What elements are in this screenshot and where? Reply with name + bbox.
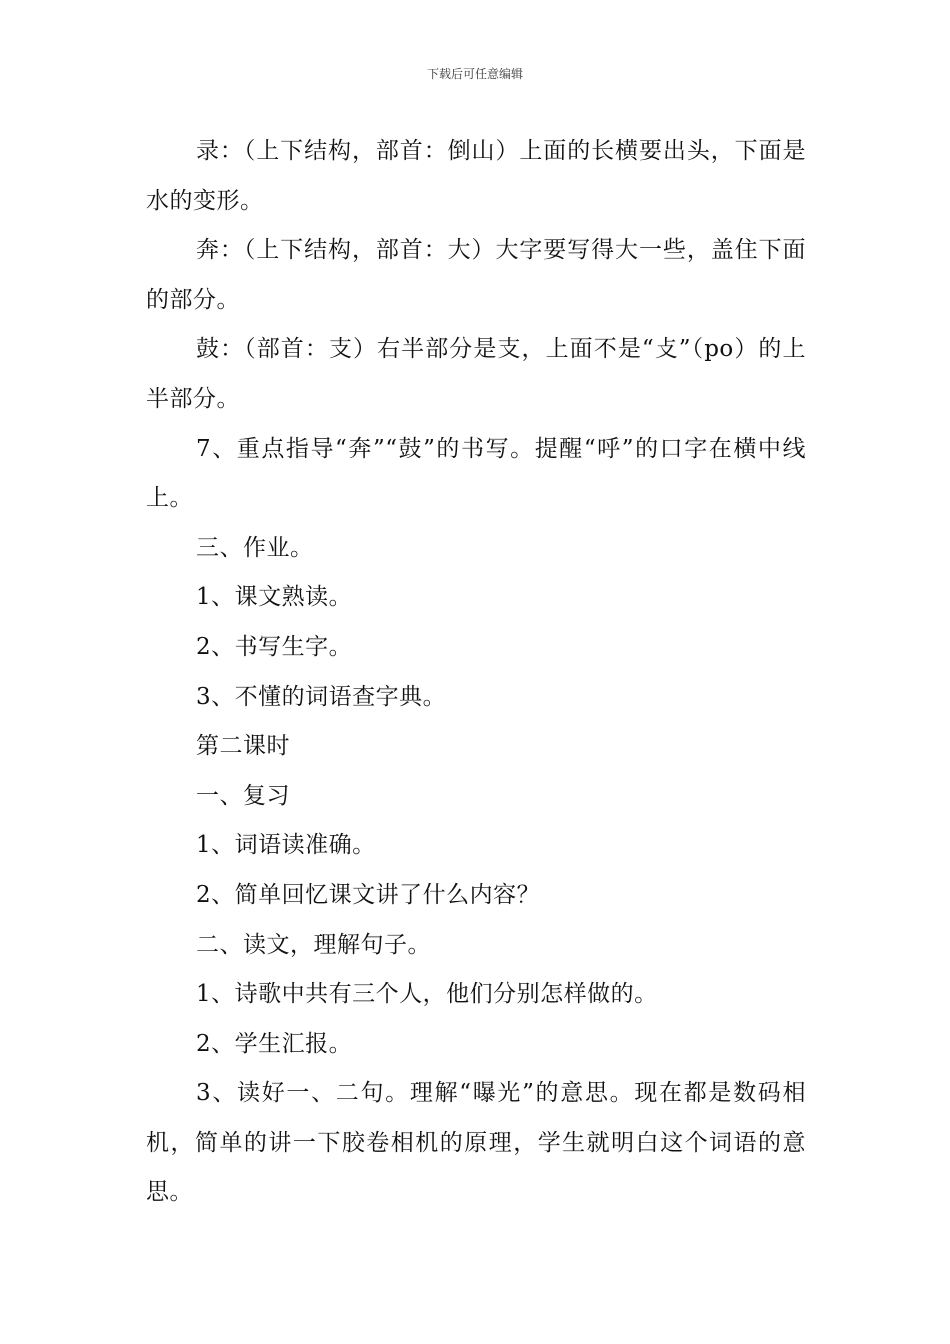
list-item: 2、简单回忆课文讲了什么内容？ — [196, 881, 541, 908]
paragraph-radical-ben: 奔：（上下结构，部首：大）大字要写得大一些，盖住下面的部分。 — [146, 237, 806, 313]
section-heading-reading: 二、读文，理解句子。 — [196, 931, 431, 958]
section-heading-review: 一、复习 — [196, 782, 290, 809]
list-item: 2、书写生字。 — [196, 633, 353, 660]
section-heading-homework: 三、作业。 — [196, 534, 314, 561]
list-item: 2、学生汇报。 — [196, 1030, 353, 1057]
document-body — [146, 127, 806, 1218]
list-item: 1、课文熟读。 — [196, 584, 353, 611]
paragraph-radical-lu: 录：（上下结构，部首：倒山）上面的长横要出头，下面是水的变形。 — [146, 138, 806, 214]
list-item: 3、不懂的词语查字典。 — [196, 683, 447, 710]
paragraph-radical-gu: 鼓：（部首：支）右半部分是支，上面不是“攴”（po）的上半部分。 — [146, 336, 806, 412]
list-item: 1、诗歌中共有三个人，他们分别怎样做的。 — [196, 981, 658, 1008]
list-item: 1、词语读准确。 — [196, 832, 376, 859]
paragraph-writing-guidance: 7、重点指导“奔”“鼓”的书写。提醒“呼”的口字在横中线上。 — [146, 435, 806, 512]
list-item: 3、读好一、二句。理解“曝光”的意思。现在都是数码相机，简单的讲一下胶卷相机的原理，学生就明白这个词语的意思。 — [146, 1080, 806, 1206]
page-header: 下载后可任意编辑 — [426, 67, 523, 81]
lesson-heading: 第二课时 — [196, 733, 290, 760]
